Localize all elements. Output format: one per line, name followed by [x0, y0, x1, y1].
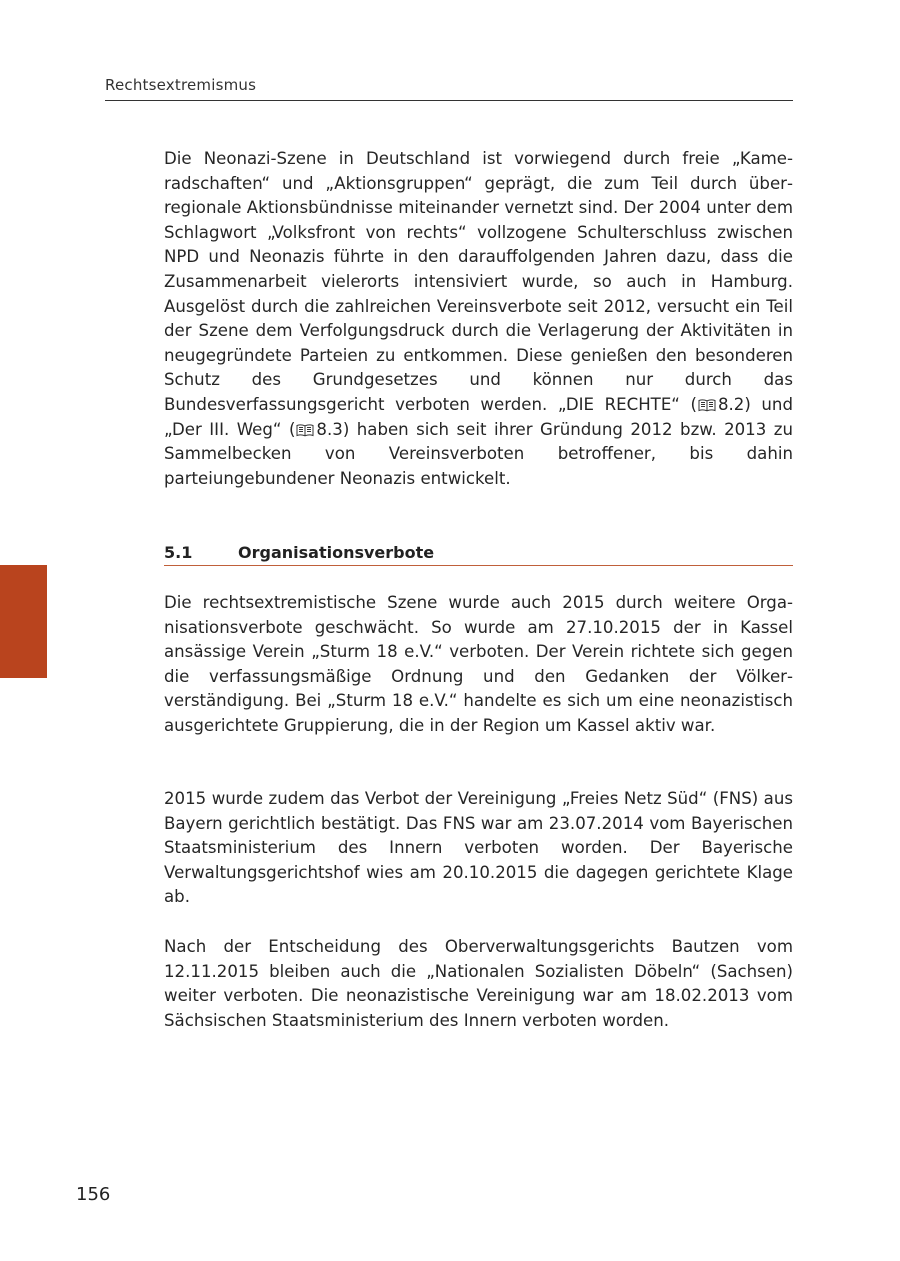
section-title: Organisationsverbote	[238, 543, 435, 562]
paragraph-doebeln: Nach der Entscheidung des Oberverwaltungsgerichts Bautzen vom 12.11.2015 bleiben auch die „Nationalen Sozialisten Döbeln“ (Sachsen) weiter verboten. Die neonazistische Vereinigung war am 18.02.2013 vom Sächsischen Staatsministerium des Innern verboten worden.	[164, 937, 793, 1030]
section-number: 5.1	[164, 543, 193, 562]
intro-text-part1: Die Neonazi-Szene in Deutschland ist vorwiegend durch freie „Kameradschaften“ und „Aktionsgruppen“ geprägt, die zum Teil durch überregionale Aktionsbündnisse miteinander vernetzt sind. Der 2004 unter dem Schlagwort „Volksfront von rechts“ vollzogene Schulterschluss zwischen NPD und Neonazis führte in den darauffolgenden Jahren dazu, dass die Zusammenarbeit vielerorts intensiviert wurde, so auch in Hamburg. Ausgelöst durch die zahlreichen Vereinsverbote seit 2012, versucht ein Teil der Szene dem Verfolgungsdruck durch die Verlagerung der Aktivitäten in neugegründete Parteien zu entkommen. Diese genießen den besonderen Schutz des Grundgesetzes und können nur durch das Bundesverfassungsgericht verboten werden. „DIE RECHTE“ (	[164, 149, 793, 414]
paragraph-fns: 2015 wurde zudem das Verbot der Vereinigung „Freies Netz Süd“ (FNS) aus Bayern gerichtlich bestätigt. Das FNS war am 23.07.2014 vom Bayerischen Staatsministerium des Innern verboten worden. Der Bayerische Verwaltungsgerichtshof wies am 20.10.2015 die dagegen gerichtete Klage ab.	[164, 789, 793, 907]
page-number: 156	[76, 1184, 111, 1205]
running-title: Rechtsextremismus	[105, 76, 257, 94]
book-icon	[296, 423, 314, 437]
intro-paragraph	[164, 147, 793, 491]
running-header	[105, 75, 793, 101]
section-heading	[164, 542, 793, 566]
chapter-ref-8-3: 8.3	[316, 419, 343, 439]
chapter-tab	[0, 565, 47, 678]
paragraph-sturm18: Die rechtsextremistische Szene wurde auch 2015 durch weitere Organisationsverbote geschwächt. So wurde am 27.10.2015 der in Kassel ansässige Verein „Sturm 18 e.V.“ verboten. Der Verein richtete sich gegen die verfassungsmäßige Ordnung und den Gedanken der Völkerverständigung. Bei „Sturm 18 e.V.“ handelte es sich um eine neonazistisch ausgerichtete Gruppierung, die in der Region um Kassel aktiv war.	[164, 593, 793, 735]
intro-text-part2: ) und „Der III. Weg“ (	[164, 394, 793, 439]
intro-text-part3: ) haben sich seit ihrer Gründung 2012 bzw. 2013 zu Sammelbecken von Vereinsverboten betroffener, bis dahin parteiungebundener Neonazis entwickelt.	[164, 419, 793, 488]
book-icon	[698, 398, 716, 412]
chapter-ref-8-2: 8.2	[717, 394, 745, 414]
